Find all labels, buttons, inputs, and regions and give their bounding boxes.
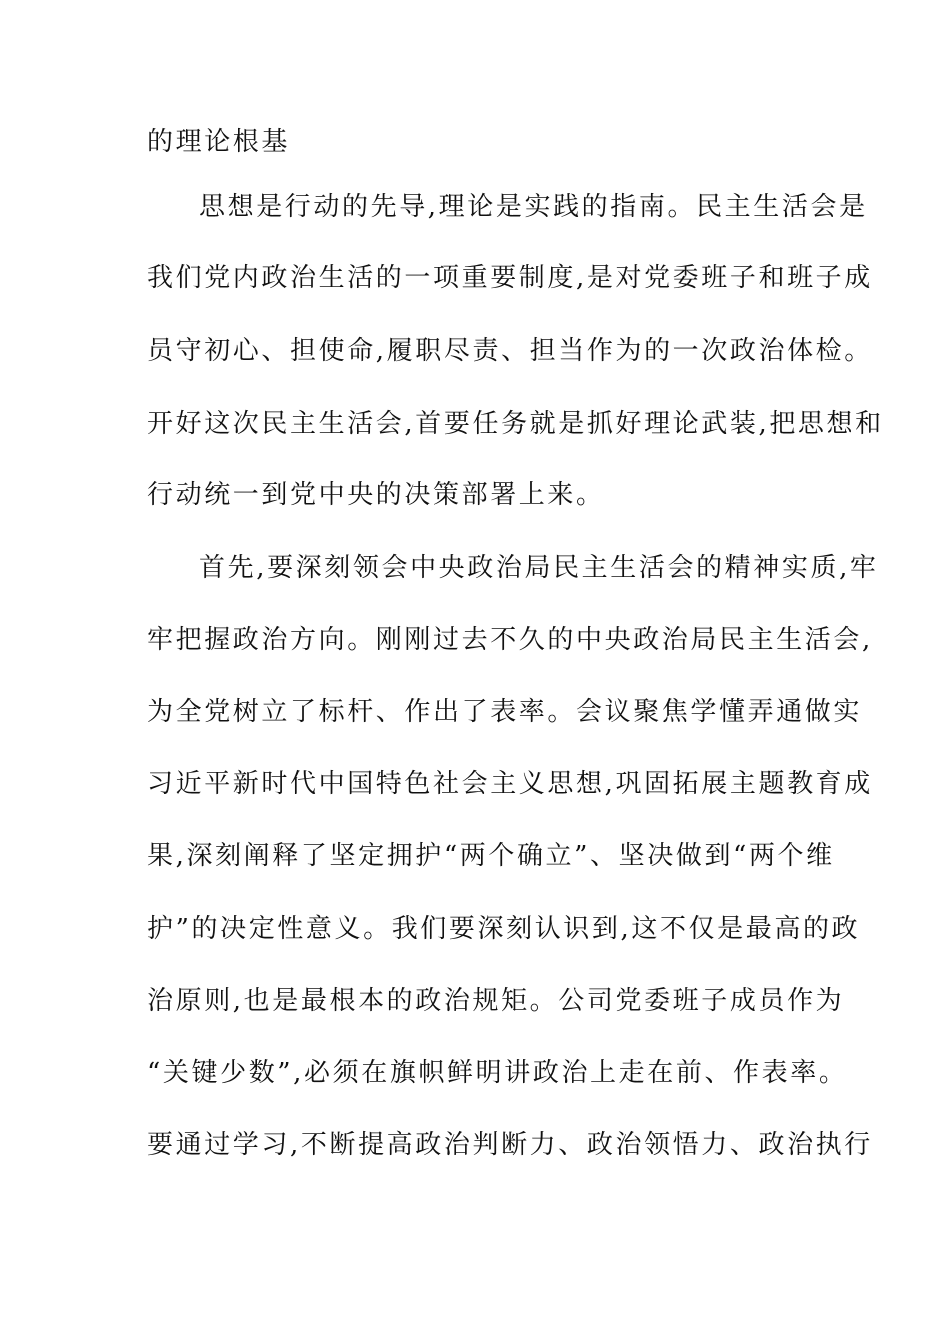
text-line: 员守初心、担使命,履职尽责、担当作为的一次政治体检。 [147, 336, 873, 366]
text-line: 的理论根基 [147, 127, 291, 157]
paragraph-first-line: 思想是行动的先导,理论是实践的指南。民主生活会是 [199, 192, 868, 222]
text-line: 果,深刻阐释了坚定拥护“两个确立”、坚决做到“两个维 [147, 841, 835, 871]
text-line: 习近平新时代中国特色社会主义思想,巩固拓展主题教育成 [147, 769, 873, 799]
text-line: 开好这次民主生活会,首要任务就是抓好理论武装,把思想和 [147, 409, 884, 439]
text-line: 行动统一到党中央的决策部署上来。 [147, 480, 605, 510]
text-line: 要通过学习,不断提高政治判断力、政治领悟力、政治执行 [147, 1130, 873, 1160]
text-line: 治原则,也是最根本的政治规矩。公司党委班子成员作为 [147, 986, 845, 1016]
text-line: 护”的决定性意义。我们要深刻认识到,这不仅是最高的政 [147, 914, 861, 944]
text-line: 为全党树立了标杆、作出了表率。会议聚焦学懂弄通做实 [147, 697, 863, 727]
text-line: “关键少数”,必须在旗帜鲜明讲政治上走在前、作表率。 [147, 1058, 848, 1088]
text-line: 我们党内政治生活的一项重要制度,是对党委班子和班子成 [147, 263, 873, 293]
text-line: 牢把握政治方向。刚刚过去不久的中央政治局民主生活会, [147, 625, 873, 655]
paragraph-first-line: 首先,要深刻领会中央政治局民主生活会的精神实质,牢 [199, 553, 879, 583]
